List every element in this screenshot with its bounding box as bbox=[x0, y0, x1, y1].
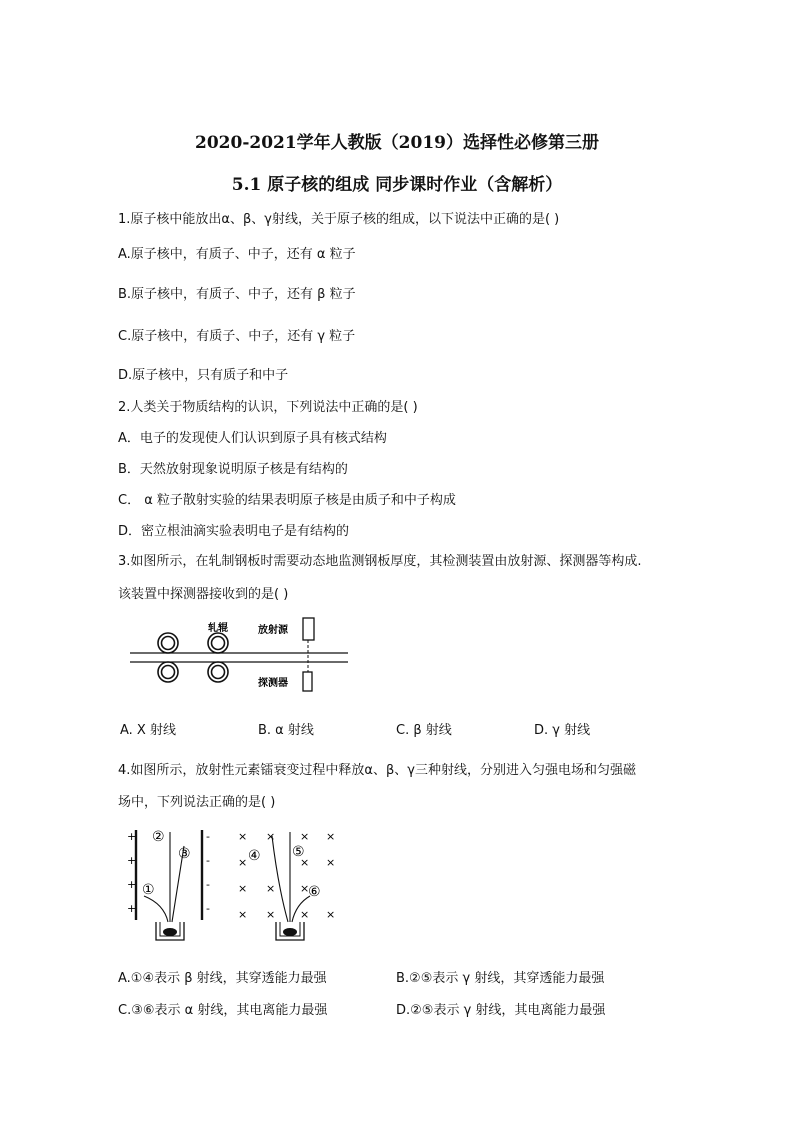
svg-text:×: × bbox=[326, 856, 336, 869]
magnetic-field-figure bbox=[234, 826, 344, 948]
rolling-mill-figure bbox=[126, 612, 356, 694]
question-3-stem-line2: 该装置中探测器接收到的是( ) bbox=[118, 587, 289, 602]
q1-option-d: D.原子核中，只有质子和中子 bbox=[118, 368, 289, 383]
svg-text:×: × bbox=[238, 830, 248, 843]
label-1: ① bbox=[142, 882, 155, 898]
q4-option-c: C.③⑥表示 α 射线，其电离能力最强 bbox=[118, 1003, 328, 1018]
question-3-stem-line1: 3.如图所示，在轧制钢板时需要动态地监测钢板厚度，其检测装置由放射源、探测器等构成. bbox=[118, 554, 642, 569]
electric-field-figure bbox=[126, 826, 226, 948]
label-4: ④ bbox=[248, 848, 261, 864]
svg-text:×: × bbox=[266, 908, 276, 921]
q1-option-b: B.原子核中，有质子、中子，还有 β 粒子 bbox=[118, 287, 356, 302]
svg-text:+: + bbox=[127, 878, 137, 891]
svg-text:×: × bbox=[266, 830, 276, 843]
label-5: ⑤ bbox=[292, 844, 305, 860]
magnetic-field-crosses bbox=[238, 830, 335, 921]
label-3: ③ bbox=[178, 846, 191, 862]
q4-option-a: A.①④表示 β 射线，其穿透能力最强 bbox=[118, 971, 327, 986]
svg-text:×: × bbox=[300, 908, 310, 921]
detector bbox=[303, 672, 312, 691]
svg-text:×: × bbox=[266, 882, 276, 895]
label-rollers: 轧辊 bbox=[208, 623, 228, 634]
label-detector: 探测器 bbox=[258, 678, 288, 689]
svg-text:×: × bbox=[238, 908, 248, 921]
q4-option-d: D.②⑤表示 γ 射线，其电离能力最强 bbox=[396, 1003, 606, 1018]
svg-text:+: + bbox=[127, 902, 137, 915]
q2-option-c: C． α 粒子散射实验的结果表明原子核是由质子和中子构成 bbox=[118, 493, 456, 508]
q2-option-d: D．密立根油滴实验表明电子是有结构的 bbox=[118, 524, 350, 539]
svg-text:-: - bbox=[206, 830, 210, 843]
svg-text:-: - bbox=[206, 878, 210, 891]
label-source: 放射源 bbox=[258, 625, 288, 636]
q4-option-b: B.②⑤表示 γ 射线，其穿透能力最强 bbox=[396, 971, 605, 986]
svg-text:×: × bbox=[238, 882, 248, 895]
label-6: ⑥ bbox=[308, 884, 321, 900]
svg-text:+: + bbox=[127, 830, 137, 843]
svg-text:-: - bbox=[206, 854, 210, 867]
q3-option-c: C. β 射线 bbox=[396, 723, 452, 738]
q1-option-c: C.原子核中，有质子、中子，还有 γ 粒子 bbox=[118, 329, 356, 344]
q2-option-a: A．电子的发现使人们认识到原子具有核式结构 bbox=[118, 431, 387, 446]
svg-text:×: × bbox=[326, 908, 336, 921]
q2-option-b: B．天然放射现象说明原子核是有结构的 bbox=[118, 462, 348, 477]
svg-text:-: - bbox=[206, 902, 210, 915]
question-2-stem: 2.人类关于物质结构的认识，下列说法中正确的是( ) bbox=[118, 400, 418, 415]
radium-sample bbox=[283, 928, 297, 936]
svg-text:×: × bbox=[300, 830, 310, 843]
q3-option-b: B. α 射线 bbox=[258, 723, 314, 738]
question-1-stem: 1.原子核中能放出α、β、γ射线，关于原子核的组成，以下说法中正确的是( ) bbox=[118, 212, 560, 227]
svg-text:×: × bbox=[238, 856, 248, 869]
document-title: 2020-2021学年人教版（2019）选择性必修第三册 bbox=[195, 133, 599, 153]
q3-option-a: A. X 射线 bbox=[120, 723, 176, 738]
svg-text:×: × bbox=[300, 882, 310, 895]
radium-sample bbox=[163, 928, 177, 936]
svg-text:+: + bbox=[127, 854, 137, 867]
question-4-stem-line2: 场中，下列说法正确的是( ) bbox=[118, 795, 276, 810]
rollers bbox=[158, 633, 228, 682]
label-2: ② bbox=[152, 829, 165, 845]
question-4-stem-line1: 4.如图所示，放射性元素镭衰变过程中释放α、β、γ三种射线，分别进入匀强电场和匀强磁 bbox=[118, 763, 636, 778]
radiation-source bbox=[303, 618, 314, 640]
svg-text:×: × bbox=[326, 830, 336, 843]
q1-option-a: A.原子核中，有质子、中子，还有 α 粒子 bbox=[118, 247, 356, 262]
q3-option-d: D. γ 射线 bbox=[534, 723, 591, 738]
document-subtitle: 5.1 原子核的组成 同步课时作业（含解析） bbox=[231, 175, 563, 195]
svg-text:×: × bbox=[300, 856, 310, 869]
